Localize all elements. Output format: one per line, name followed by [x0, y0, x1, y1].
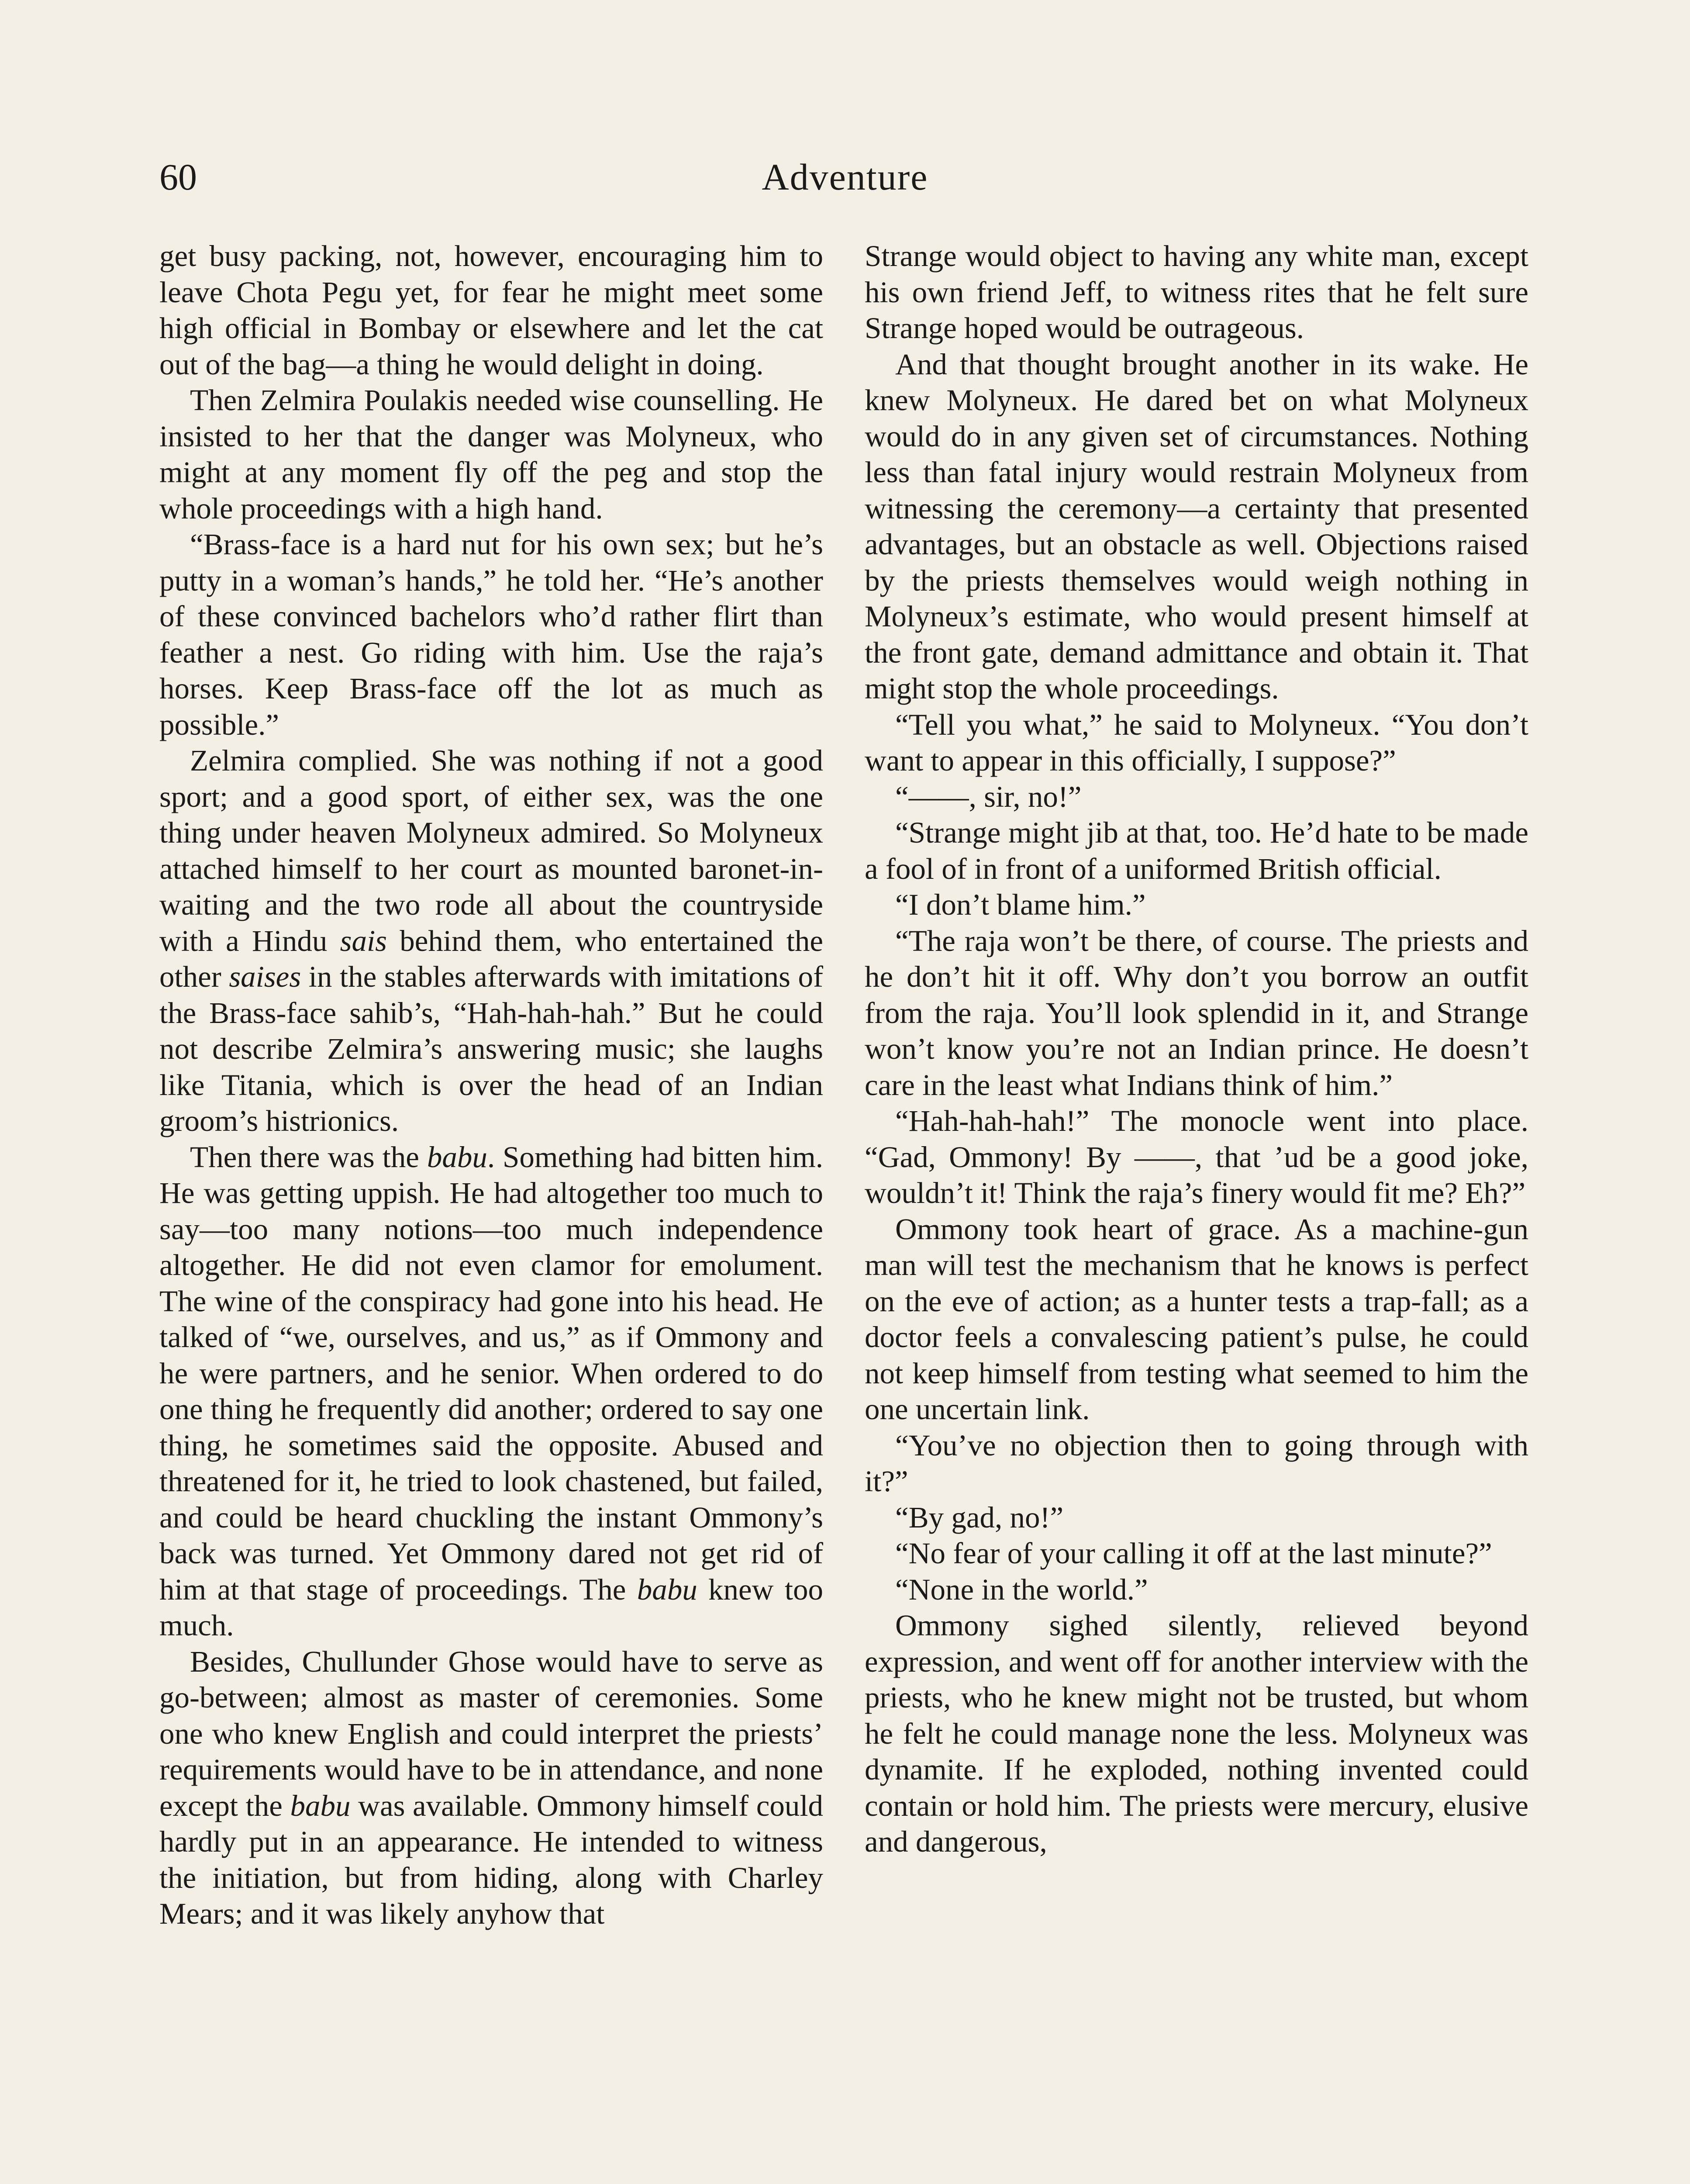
- paragraph: [865, 1572, 1528, 1608]
- text-run: “The raja won’t be there, of course. The priests and he don’t hit it off. Why don’t you borrow an outfit from the raja. You’ll look splendid in it, and Strange won’t know you’re not an Indian prince. He doesn’t care in the least what Indians think of him.”: [865, 924, 1528, 1102]
- italic-term: saises: [229, 960, 301, 993]
- text-run: Then Zelmira Poulakis needed wise counselling. He insisted to her that the danger was Molyneux, who might at any moment fly off the peg and stop the whole proceedings with a high hand.: [159, 384, 823, 525]
- paragraph: [159, 743, 823, 1139]
- page-number: 60: [159, 156, 197, 198]
- paragraph: [159, 1644, 823, 1932]
- text-run: “Brass-face is a hard nut for his own sex; but he’s putty in a woman’s hands,” he told her. “He’s another of these convinced bachelors who’d rather flirt than feather a nest. Go riding with him. Use the raja’s horses. Keep Brass-face off the lot as much as possible.”: [159, 528, 823, 741]
- paragraph: [865, 1607, 1528, 1860]
- text-run: “Strange might jib at that, too. He’d hate to be made a fool of in front of a uniformed British official.: [865, 816, 1528, 885]
- paragraph: [865, 887, 1528, 923]
- paragraph: [865, 779, 1528, 815]
- paragraph: [865, 1535, 1528, 1572]
- text-run: “Hah-hah-hah!” The monocle went into place. “Gad, Ommony! By ——, that ’ud be a good joke, wouldn’t it! Think the raja’s finery would fit me? Eh?”: [865, 1104, 1528, 1209]
- text-run: Besides, Chullunder Ghose would have to serve as go-between; almost as master of ceremonies. Some one who knew English and could interpret the priests’ requirements would have to be in attendance, and none except the: [159, 1645, 823, 1822]
- paragraph: [865, 815, 1528, 887]
- paragraph: [865, 1103, 1528, 1211]
- left-column: [159, 238, 823, 1932]
- text-run: in the stables afterwards with imitations of the Brass-face sahib’s, “Hah-hah-hah.” But he could not describe Zelmira’s answering music; she laughs like Titania, which is over the head of an Indian groom’s histrionics.: [159, 960, 823, 1137]
- text-run: get busy packing, not, however, encouraging him to leave Chota Pegu yet, for fear he might meet some high official in Bombay or elsewhere and let the cat out of the bag—a thing he would delight in doing.: [159, 239, 823, 381]
- paragraph: [865, 1500, 1528, 1536]
- text-run: “By gad, no!”: [895, 1500, 1064, 1534]
- italic-term: babu: [637, 1572, 697, 1606]
- paragraph: [159, 1139, 823, 1644]
- text-run: “Tell you what,” he said to Molyneux. “You don’t want to appear in this officially, I suppose?”: [865, 708, 1528, 777]
- paragraph: [159, 238, 823, 382]
- text-run: Ommony took heart of grace. As a machine-gun man will test the mechanism that he knows is perfect on the eve of action; as a hunter tests a trap-fall; as a doctor feels a convalescing patient’s pulse, he could not keep himself from testing what seemed to him the one uncertain link.: [865, 1212, 1528, 1426]
- text-run: “——, sir, no!”: [895, 780, 1082, 813]
- text-run: And that thought brought another in its wake. He knew Molyneux. He dared bet on what Molyneux would do in any given set of circumstances. Nothing less than fatal injury would restrain Molyneux from witnessing the ceremony—a certainty that presented advantages, but an obstacle as well. Objections raised by the priests themselves would weigh nothing in Molyneux’s estimate, who would present himself at the front gate, demand admittance and obtain it. That might stop the whole proceedings.: [865, 347, 1528, 705]
- italic-term: babu: [290, 1789, 351, 1822]
- text-run: Ommony sighed silently, relieved beyond expression, and went off for another interview with the priests, who he knew might not be trusted, but whom he felt he could manage none the less. Molyneux was dynamite. If he exploded, nothing invented could contain or hold him. The priests were mercury, elusive and dangerous,: [865, 1609, 1528, 1858]
- text-run: “I don’t blame him.”: [895, 888, 1146, 921]
- text-run: Then there was the: [190, 1140, 427, 1174]
- paragraph: [865, 1211, 1528, 1427]
- paragraph: [865, 238, 1528, 346]
- text-run: “You’ve no objection then to going through with it?”: [865, 1428, 1528, 1498]
- paragraph: [865, 346, 1528, 707]
- italic-term: babu: [427, 1140, 487, 1174]
- text-run: Zelmira complied. She was nothing if not a good sport; and a good sport, of either sex, was the one thing under heaven Molyneux admired. So Molyneux attached himself to her court as mounted baronet-in-waiting and the two rode all about the countryside with a Hindu: [159, 744, 823, 957]
- paragraph: [865, 707, 1528, 779]
- paragraph: [159, 526, 823, 743]
- text-run: was available. Ommony himself could hardly put in an appearance. He intended to witness the initiation, but from hiding, along with Charley Mears; and it was likely anyhow that: [159, 1789, 823, 1930]
- italic-term: sais: [340, 924, 387, 957]
- text-run: . Something had bitten him. He was getting uppish. He had altogether too much to say—too many notions—too much independence altogether. He did not even clamor for emolument. The wine of the conspiracy had gone into his head. He talked of “we, ourselves, and us,” as if Ommony and he were partners, and he senior. When ordered to do one thing he frequently did another; ordered to say one thing, he sometimes said the opposite. Abused and threatened for it, he tried to look chastened, but failed, and could be heard chuckling the instant Ommony’s back was turned. Yet Ommony dared not get rid of him at that stage of proceedings. The: [159, 1140, 823, 1606]
- text-run: knew too much.: [159, 1572, 823, 1642]
- running-title: Adventure: [762, 156, 928, 198]
- text-run: behind them, who entertained the other: [159, 924, 823, 993]
- page-header: [159, 144, 1531, 210]
- text-run: Strange would object to having any white man, except his own friend Jeff, to witness rites that he felt sure Strange hoped would be outrageous.: [865, 239, 1528, 345]
- right-column: [865, 238, 1528, 1860]
- text-run: “None in the world.”: [895, 1572, 1148, 1606]
- text-run: “No fear of your calling it off at the last minute?”: [895, 1537, 1492, 1570]
- paragraph: [865, 1427, 1528, 1500]
- paragraph: [159, 382, 823, 526]
- paragraph: [865, 923, 1528, 1103]
